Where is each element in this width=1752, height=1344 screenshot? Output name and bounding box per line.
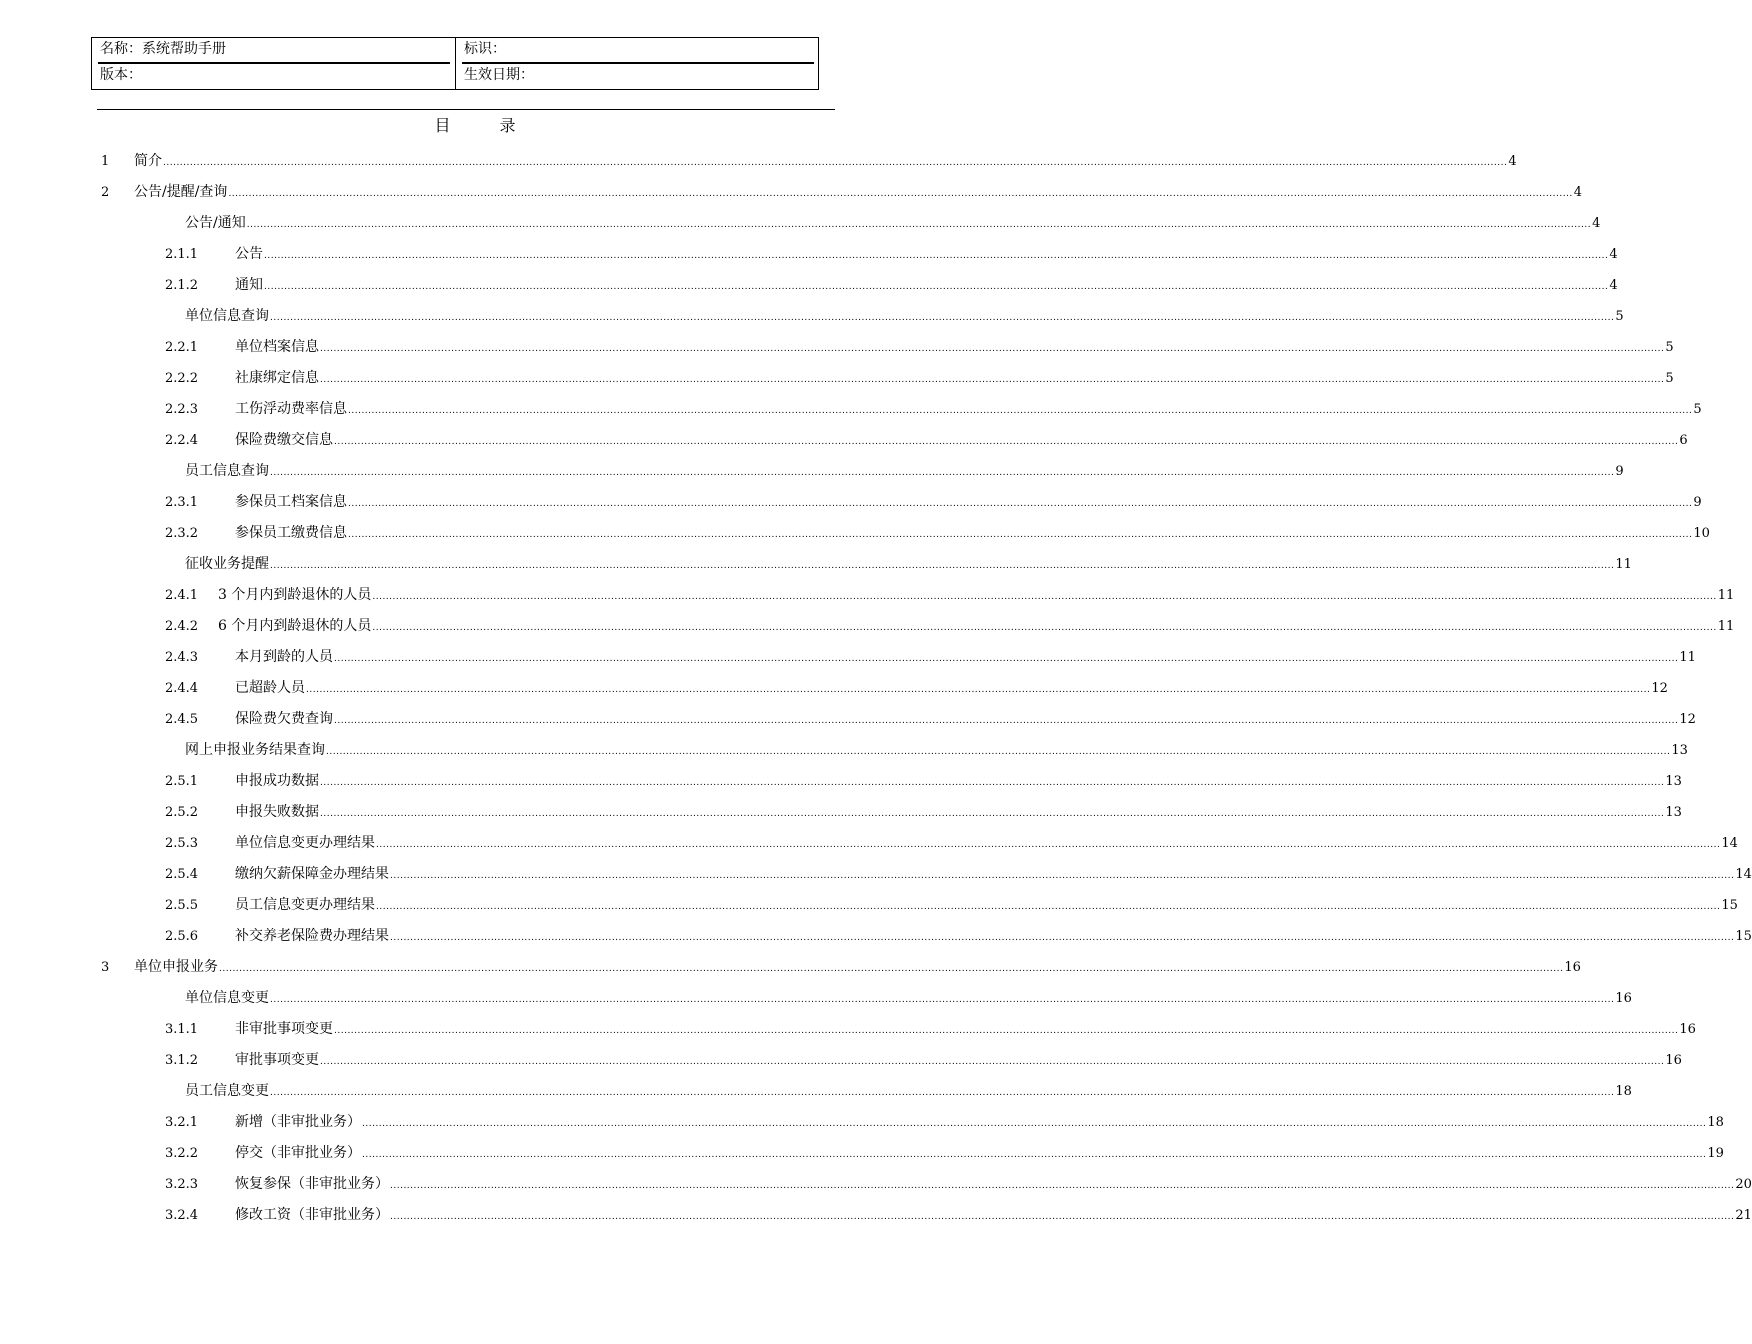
- document-header-table: [91, 37, 819, 90]
- toc-entry-page: 11: [1717, 619, 1735, 634]
- toc-entry-page: 6: [1679, 433, 1688, 448]
- toc-entry-title: 参保员工档案信息: [235, 494, 347, 510]
- toc-entry-page: 12: [1679, 712, 1696, 727]
- header-divider-vertical: [455, 38, 456, 89]
- toc-entry-page: 4: [1609, 278, 1618, 293]
- toc-entry[interactable]: [165, 367, 1674, 389]
- toc-entry[interactable]: [165, 801, 1682, 823]
- toc-entry-page: 5: [1665, 371, 1674, 386]
- toc-entry-title: 保险费欠费查询: [235, 711, 333, 727]
- toc-entry-page: 4: [1573, 185, 1583, 200]
- toc-entry-number: 2.3.1: [165, 495, 199, 510]
- toc-entry-page: 12: [1651, 681, 1668, 696]
- toc-entry-page: 20: [1735, 1177, 1752, 1192]
- toc-entry-page: 16: [1564, 960, 1581, 975]
- toc-leader-dots: ................................................................................................................................................................................................................................................................................................................................................................................................................: [390, 1181, 1735, 1191]
- toc-entry-page: 13: [1671, 743, 1688, 758]
- toc-entry-number: 2.4.5: [165, 712, 199, 727]
- document-name: 名称：系统帮助手册: [100, 41, 226, 57]
- toc-entry-title: 工伤浮动费率信息: [235, 401, 347, 417]
- toc-entry[interactable]: [165, 584, 1735, 606]
- toc-entry-title: 已超龄人员: [235, 680, 305, 696]
- toc-entry-title: 网上申报业务结果查询: [185, 742, 325, 758]
- toc-entry-page: 16: [1615, 991, 1632, 1006]
- toc-leader-dots: ................................................................................................................................................................................................................................................................................................................................................................................................................: [362, 1150, 1707, 1160]
- toc-entry[interactable]: [185, 739, 1688, 761]
- toc-entry-number: 2.5.6: [165, 929, 199, 944]
- toc-entry[interactable]: [165, 398, 1702, 420]
- toc-entry-title: 公告/通知: [185, 215, 246, 231]
- toc-entry-page: 21: [1735, 1208, 1752, 1223]
- toc-entry-page: 11: [1615, 557, 1632, 572]
- toc-entry-page: 14: [1721, 836, 1738, 851]
- toc-entry[interactable]: [165, 832, 1738, 854]
- toc-entry-page: 5: [1693, 402, 1702, 417]
- toc-leader-dots: ................................................................................................................................................................................................................................................................................................................................................................................................................: [334, 716, 1679, 726]
- toc-entry[interactable]: [165, 646, 1696, 668]
- toc-entry-title: 征收业务提醒: [185, 556, 269, 572]
- toc-entry[interactable]: [165, 1204, 1752, 1226]
- toc-entry[interactable]: [185, 1080, 1632, 1102]
- toc-entry-title: 单位信息变更: [185, 990, 269, 1006]
- toc-entry[interactable]: [185, 553, 1632, 575]
- toc-leader-dots: ................................................................................................................................................................................................................................................................................................................................................................................................................: [376, 902, 1721, 912]
- toc-entry-title: 申报成功数据: [235, 773, 319, 789]
- toc-leader-dots: ................................................................................................................................................................................................................................................................................................................................................................................................................: [270, 995, 1615, 1005]
- toc-entry-page: 9: [1615, 464, 1624, 479]
- toc-entry-page: 5: [1615, 309, 1624, 324]
- toc-entry[interactable]: [165, 1018, 1696, 1040]
- toc-entry-title: 修改工资（非审批业务）: [235, 1207, 389, 1223]
- toc-leader-dots: ................................................................................................................................................................................................................................................................................................................................................................................................................: [306, 685, 1651, 695]
- document-id: 标识：: [464, 41, 506, 57]
- toc-leader-dots: ................................................................................................................................................................................................................................................................................................................................................................................................................: [348, 499, 1693, 509]
- toc-entry-number: 2.4.4: [165, 681, 199, 696]
- toc-entry[interactable]: [165, 429, 1688, 451]
- toc-leader-dots: ................................................................................................................................................................................................................................................................................................................................................................................................................: [320, 375, 1665, 385]
- toc-entry[interactable]: [165, 1111, 1724, 1133]
- toc-entry-page: 11: [1717, 588, 1735, 603]
- toc-entry-title: 单位信息查询: [185, 308, 269, 324]
- document-version: 版本：: [100, 67, 142, 83]
- toc-entry-page: 4: [1609, 247, 1618, 262]
- toc-leader-dots: ................................................................................................................................................................................................................................................................................................................................................................................................................: [376, 840, 1721, 850]
- toc-entry-number: 2.5.3: [165, 836, 199, 851]
- toc-entry-page: 13: [1665, 805, 1682, 820]
- toc-entry[interactable]: [101, 181, 1583, 203]
- toc-leader-dots: ................................................................................................................................................................................................................................................................................................................................................................................................................: [264, 251, 1609, 261]
- toc-entry-title: 恢复参保（非审批业务）: [235, 1176, 389, 1192]
- toc-entry-page: 19: [1707, 1146, 1724, 1161]
- toc-entry-title: 6 个月内到龄退休的人员: [218, 618, 372, 634]
- toc-leader-dots: ................................................................................................................................................................................................................................................................................................................................................................................................................: [264, 282, 1609, 292]
- toc-leader-dots: ................................................................................................................................................................................................................................................................................................................................................................................................................: [320, 809, 1665, 819]
- toc-entry-page: 5: [1665, 340, 1674, 355]
- toc-entry[interactable]: [185, 212, 1601, 234]
- toc-leader-dots: ................................................................................................................................................................................................................................................................................................................................................................................................................: [362, 1119, 1707, 1129]
- toc-entry-title: 单位申报业务: [134, 959, 218, 975]
- toc-entry[interactable]: [165, 243, 1618, 265]
- toc-entry[interactable]: [165, 522, 1710, 544]
- toc-entry-title: 单位档案信息: [235, 339, 319, 355]
- toc-leader-dots: ................................................................................................................................................................................................................................................................................................................................................................................................................: [390, 933, 1735, 943]
- toc-entry-number: 3.2.3: [165, 1177, 199, 1192]
- toc-entry-title: 简介: [134, 153, 162, 169]
- toc-entry[interactable]: [185, 305, 1624, 327]
- toc-entry-title: 员工信息查询: [185, 463, 269, 479]
- header-rule: [97, 109, 835, 110]
- toc-entry-title: 本月到龄的人员: [235, 649, 333, 665]
- toc-entry[interactable]: [185, 460, 1624, 482]
- toc-entry-number: 2.5.2: [165, 805, 199, 820]
- header-divider-left: [98, 62, 450, 64]
- toc-entry-title: 停交（非审批业务）: [235, 1145, 361, 1161]
- toc-entry-title: 补交养老保险费办理结果: [235, 928, 389, 944]
- toc-entry-title: 3 个月内到龄退休的人员: [218, 587, 372, 603]
- toc-leader-dots: ................................................................................................................................................................................................................................................................................................................................................................................................................: [334, 1026, 1679, 1036]
- toc-entry-number: 2.2.1: [165, 340, 199, 355]
- toc-entry[interactable]: [165, 863, 1752, 885]
- toc-entry[interactable]: [165, 677, 1668, 699]
- toc-entry-number: 2.4.1: [165, 588, 199, 603]
- toc-leader-dots: ................................................................................................................................................................................................................................................................................................................................................................................................................: [372, 592, 1717, 602]
- toc-entry-number: 3.1.1: [165, 1022, 199, 1037]
- toc-entry[interactable]: [101, 956, 1581, 978]
- toc-leader-dots: ................................................................................................................................................................................................................................................................................................................................................................................................................: [390, 871, 1735, 881]
- toc-leader-dots: ................................................................................................................................................................................................................................................................................................................................................................................................................: [348, 530, 1693, 540]
- toc-entry-title: 通知: [235, 277, 263, 293]
- toc-entry-number: 2.5.1: [165, 774, 199, 789]
- toc-entry-page: 18: [1615, 1084, 1632, 1099]
- toc-entry-title: 参保员工缴费信息: [235, 525, 347, 541]
- toc-entry-page: 15: [1721, 898, 1738, 913]
- toc-entry-title: 审批事项变更: [235, 1052, 319, 1068]
- toc-entry-number: 2.4.3: [165, 650, 199, 665]
- toc-entry-number: 2.5.4: [165, 867, 199, 882]
- toc-entry-number: 2.2.4: [165, 433, 199, 448]
- toc-entry-number: 1: [101, 154, 110, 169]
- toc-entry-title: 新增（非审批业务）: [235, 1114, 361, 1130]
- toc-entry-number: 3: [101, 960, 110, 975]
- toc-entry-page: 9: [1693, 495, 1702, 510]
- toc-entry-page: 13: [1665, 774, 1682, 789]
- toc-entry-number: 2.2.3: [165, 402, 199, 417]
- toc-leader-dots: ................................................................................................................................................................................................................................................................................................................................................................................................................: [270, 1088, 1615, 1098]
- toc-entry[interactable]: [165, 894, 1738, 916]
- toc-entry-page: 16: [1665, 1053, 1682, 1068]
- toc-leader-dots: ................................................................................................................................................................................................................................................................................................................................................................................................................: [348, 406, 1693, 416]
- toc-entry-number: 2: [101, 185, 110, 200]
- toc-entry[interactable]: [165, 770, 1682, 792]
- toc-leader-dots: ................................................................................................................................................................................................................................................................................................................................................................................................................: [163, 158, 1508, 168]
- toc-entry-number: 3.2.4: [165, 1208, 199, 1223]
- toc-entry-number: 3.1.2: [165, 1053, 199, 1068]
- toc-leader-dots: ................................................................................................................................................................................................................................................................................................................................................................................................................: [219, 964, 1564, 974]
- toc-entry-page: 16: [1679, 1022, 1696, 1037]
- toc-entry-title: 保险费缴交信息: [235, 432, 333, 448]
- toc-entry-title: 员工信息变更: [185, 1083, 269, 1099]
- toc-entry-number: 2.1.1: [165, 247, 199, 262]
- toc-entry-number: 2.2.2: [165, 371, 199, 386]
- toc-entry-title: 单位信息变更办理结果: [235, 835, 375, 851]
- toc-entry-page: 18: [1707, 1115, 1724, 1130]
- toc-leader-dots: ................................................................................................................................................................................................................................................................................................................................................................................................................: [320, 344, 1665, 354]
- toc-entry-number: 2.5.5: [165, 898, 199, 913]
- toc-entry-number: 2.1.2: [165, 278, 199, 293]
- toc-entry-page: 15: [1735, 929, 1752, 944]
- toc-leader-dots: ................................................................................................................................................................................................................................................................................................................................................................................................................: [372, 623, 1717, 633]
- toc-entry[interactable]: [165, 336, 1674, 358]
- toc-leader-dots: ................................................................................................................................................................................................................................................................................................................................................................................................................: [334, 437, 1679, 447]
- toc-entry[interactable]: [101, 150, 1517, 172]
- toc-entry-page: 4: [1508, 154, 1517, 169]
- toc-entry-number: 2.3.2: [165, 526, 199, 541]
- toc-entry-number: 3.2.2: [165, 1146, 199, 1161]
- header-divider-right: [462, 62, 814, 64]
- toc-entry[interactable]: [165, 708, 1696, 730]
- toc-entry-title: 非审批事项变更: [235, 1021, 333, 1037]
- toc-entry[interactable]: [165, 274, 1618, 296]
- toc-entry[interactable]: [165, 615, 1735, 637]
- toc-entry-number: 2.4.2: [165, 619, 199, 634]
- toc-entry-title: 员工信息变更办理结果: [235, 897, 375, 913]
- toc-entry[interactable]: [165, 925, 1752, 947]
- toc-entry-page: 14: [1735, 867, 1752, 882]
- toc-entry-number: 3.2.1: [165, 1115, 199, 1130]
- toc-entry-title: 社康绑定信息: [235, 370, 319, 386]
- toc-leader-dots: ................................................................................................................................................................................................................................................................................................................................................................................................................: [320, 778, 1665, 788]
- toc-leader-dots: ................................................................................................................................................................................................................................................................................................................................................................................................................: [270, 313, 1615, 323]
- toc-leader-dots: ................................................................................................................................................................................................................................................................................................................................................................................................................: [270, 561, 1615, 571]
- toc-entry-page: 11: [1679, 650, 1696, 665]
- toc-leader-dots: ................................................................................................................................................................................................................................................................................................................................................................................................................: [246, 220, 1592, 230]
- toc-entry[interactable]: [165, 1049, 1682, 1071]
- toc-entry-title: 公告/提醒/查询: [134, 184, 228, 200]
- toc-entry[interactable]: [165, 1142, 1724, 1164]
- toc-leader-dots: ................................................................................................................................................................................................................................................................................................................................................................................................................: [270, 468, 1615, 478]
- toc-entry-title: 公告: [235, 246, 263, 262]
- toc-leader-dots: ................................................................................................................................................................................................................................................................................................................................................................................................................: [334, 654, 1679, 664]
- toc-leader-dots: ................................................................................................................................................................................................................................................................................................................................................................................................................: [390, 1212, 1735, 1222]
- toc-entry-title: 缴纳欠薪保障金办理结果: [235, 866, 389, 882]
- toc-title: 目 录: [434, 116, 538, 135]
- toc-leader-dots: ................................................................................................................................................................................................................................................................................................................................................................................................................: [228, 189, 1573, 199]
- toc-entry[interactable]: [165, 491, 1702, 513]
- toc-entry[interactable]: [185, 987, 1632, 1009]
- effective-date: 生效日期：: [464, 67, 534, 83]
- toc-entry[interactable]: [165, 1173, 1752, 1195]
- toc-leader-dots: ................................................................................................................................................................................................................................................................................................................................................................................................................: [320, 1057, 1665, 1067]
- toc-entry-page: 10: [1693, 526, 1710, 541]
- toc-entry-page: 4: [1592, 216, 1601, 231]
- toc-leader-dots: ................................................................................................................................................................................................................................................................................................................................................................................................................: [326, 747, 1671, 757]
- toc-entry-title: 申报失败数据: [235, 804, 319, 820]
